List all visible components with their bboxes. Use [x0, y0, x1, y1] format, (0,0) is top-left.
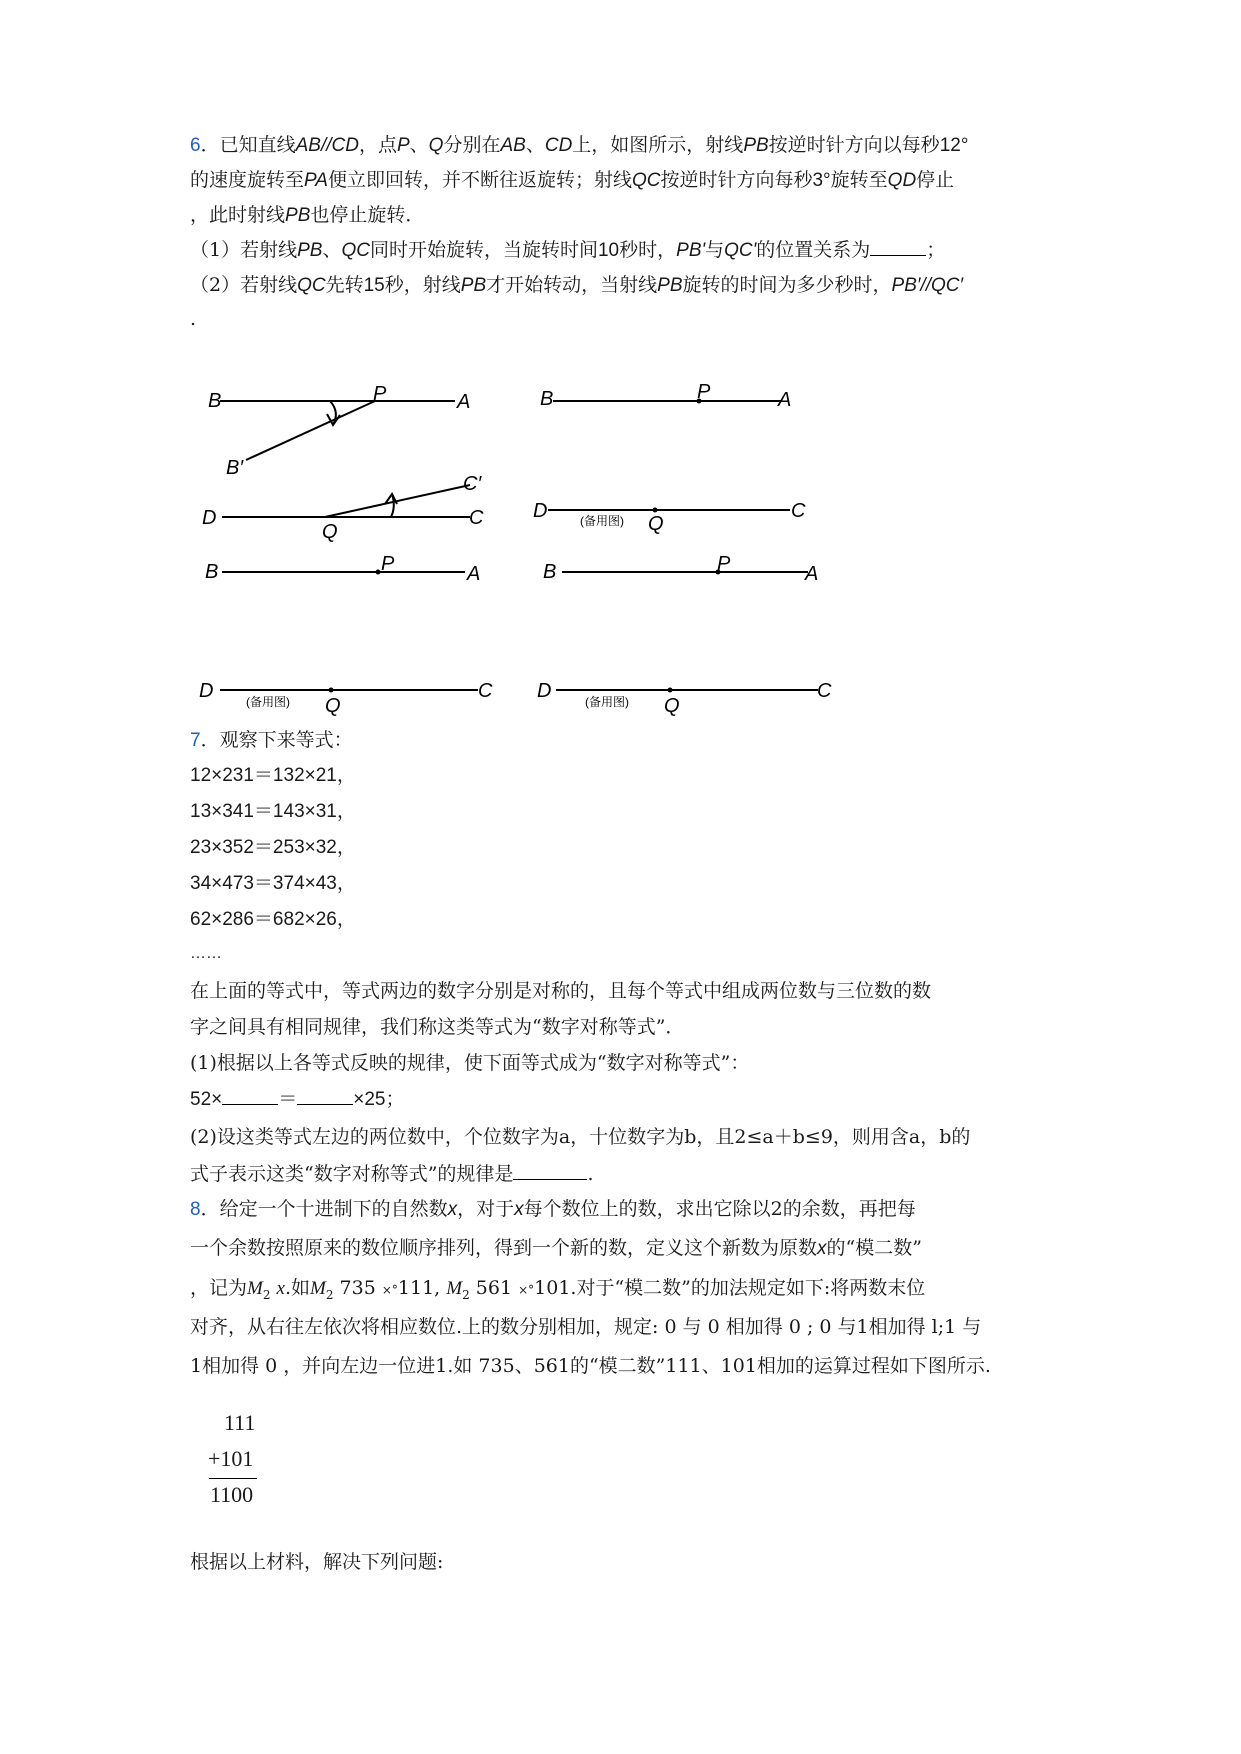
math: AB//CD	[295, 135, 359, 156]
math: QC	[631, 170, 661, 191]
text: 同时开始旋转，当旋转时间	[369, 239, 598, 261]
label-p: P	[717, 553, 731, 575]
math: 12°	[939, 135, 969, 156]
point-p	[376, 570, 381, 575]
q7-eq: 34×473＝374×43，	[190, 873, 356, 894]
text: 一个余数按照原来的数位顺序排列，得到一个新的数，定义这个新数为原数	[190, 1237, 818, 1259]
question-number: 6	[190, 135, 201, 156]
ray-pb-prime	[246, 401, 375, 460]
label-a: A	[467, 563, 481, 585]
answer-blank[interactable]	[297, 1086, 353, 1105]
text: 上，如图所示，射线	[572, 134, 744, 156]
point-q	[653, 508, 658, 513]
math: PB'	[676, 240, 706, 261]
math: 2	[462, 1287, 470, 1302]
q6-sub-1	[190, 236, 945, 265]
text: 的余数，再把每	[782, 1198, 916, 1220]
math: PB	[657, 275, 683, 296]
calc-row: +101	[208, 1446, 254, 1471]
calc-divider	[209, 1478, 257, 1479]
label-d: D	[202, 507, 217, 529]
label-a: A	[805, 563, 819, 585]
math: 2	[325, 1287, 334, 1302]
q6-line-3	[190, 201, 424, 230]
q8-line-3: ，记为$M_2$ x.如$M_2$ 735 ×°111, $M_2$ 561 ×°101.对于“模二数”的加法规定如下:将两数末位	[190, 1277, 926, 1302]
label-p: P	[373, 383, 387, 405]
q6-line-1	[190, 131, 968, 160]
label-p: P	[697, 381, 711, 403]
text: 也停止旋转．	[310, 204, 425, 226]
text: 的位置关系为	[756, 239, 871, 261]
q8-line-1	[190, 1195, 916, 1224]
text: 52×	[190, 1089, 223, 1110]
text: .如	[284, 1277, 311, 1299]
label-d: D	[533, 500, 548, 522]
q7-para: 在上面的等式中，等式两边的数字分别是对称的，且每个等式中组成两位数与三位数的数	[190, 980, 932, 1002]
math: 2	[262, 1287, 271, 1302]
question-number: 8	[190, 1199, 201, 1220]
spare-figure-note: (备用图)	[585, 695, 629, 709]
text: 与	[705, 239, 725, 261]
label-b: B	[540, 388, 554, 410]
q8-line-5: 1相加得 0 ，并向左边一位进1.如 735、561的“模二数”111、101相加的运算过程如下图所示.	[190, 1355, 991, 1377]
text: 才开始转动，当射线	[486, 274, 658, 296]
q7-eq: 62×286＝682×26，	[190, 909, 356, 930]
q7-part-2: (2)设这类等式左边的两位数中，个位数字为a，十位数字为b，且2≤a＋b≤9，则用含a，b的	[190, 1126, 971, 1148]
q7-eq: 23×352＝253×32，	[190, 837, 356, 858]
math: 101	[534, 1277, 571, 1299]
q7-part-1: (1)根据以上各等式反映的规律，使下面等式成为“数字对称等式”：	[190, 1052, 750, 1074]
label-b-prime: B′	[226, 457, 244, 479]
point-q	[668, 688, 673, 693]
label-d: D	[537, 680, 552, 702]
q7-part-2b	[190, 1160, 593, 1188]
text: 、	[409, 134, 429, 156]
label-q: Q	[664, 695, 680, 717]
math: x	[514, 1199, 524, 1220]
q6-line-2	[190, 166, 954, 195]
math: P	[396, 135, 410, 156]
q7-ellipsis: ……	[190, 945, 222, 962]
math: AB	[500, 135, 526, 156]
q7-eq: 13×341＝143×31，	[190, 801, 356, 822]
label-a: A	[778, 389, 792, 411]
label-c: C	[817, 680, 832, 702]
math: M	[446, 1278, 463, 1299]
text: ．已知直线	[200, 134, 296, 156]
text: 旋转至	[830, 169, 888, 191]
text: ＝	[278, 1089, 298, 1110]
q6-line-end	[190, 305, 196, 333]
math: 10	[597, 240, 620, 261]
text: 秒时，	[619, 239, 677, 261]
label-c-prime: C′	[463, 473, 482, 495]
spare-figure-note: (备用图)	[580, 514, 624, 528]
spare-figure-note: (备用图)	[246, 695, 290, 709]
math: PB	[460, 275, 487, 296]
math: 111,	[397, 1277, 441, 1299]
math: QC	[297, 275, 326, 296]
label-a: A	[457, 391, 471, 413]
text: 按逆时针方向每秒	[660, 169, 813, 191]
text: 秒，射线	[384, 274, 461, 296]
label-b: B	[205, 561, 219, 583]
text: .对于“模二数”的加法规定如下:将两数末位	[570, 1277, 926, 1299]
text: （2）若射线	[190, 274, 298, 296]
math: 2	[770, 1198, 783, 1220]
label-q: Q	[322, 521, 338, 543]
q7-title	[190, 726, 353, 755]
text: .	[587, 1163, 594, 1185]
math: 561	[475, 1277, 513, 1299]
math: x	[447, 1199, 458, 1220]
answer-blank[interactable]	[222, 1086, 278, 1105]
q8-line-4: 对齐，从右往左依次将相应数位.上的数分别相加，规定: 0 与 0 相加得 0 ; 0 与1相加得 l;1 与	[190, 1316, 982, 1338]
math: QC	[341, 240, 370, 261]
text: ，对于	[457, 1198, 515, 1220]
question-number: 7	[190, 730, 201, 751]
label-q: Q	[325, 695, 341, 717]
text: ，点	[358, 134, 397, 156]
text: 、	[322, 239, 342, 261]
text: ，此时射线	[190, 204, 286, 226]
text: 分别在	[443, 134, 501, 156]
label-q: Q	[648, 513, 664, 535]
math: M	[310, 1278, 326, 1299]
q7-para: 字之间具有相同规律，我们称这类等式为“数字对称等式”．	[190, 1016, 685, 1038]
text: （1）若射线	[190, 239, 298, 261]
point-q	[329, 688, 334, 693]
label-b: B	[543, 561, 557, 583]
text: 的速度旋转至	[190, 169, 305, 191]
text: .	[190, 308, 197, 330]
text: ．观察下来等式：	[200, 729, 353, 751]
math: 735	[339, 1277, 376, 1299]
text: 旋转的时间为多少秒时，	[682, 274, 892, 296]
geometry-figures	[0, 330, 1241, 720]
math: CD	[544, 135, 573, 156]
answer-blank[interactable]	[513, 1161, 587, 1180]
math: 15	[363, 275, 385, 296]
label-d: D	[199, 680, 214, 702]
calc-row: 1100	[210, 1482, 254, 1507]
calc-row: 111	[224, 1410, 256, 1435]
text: 式子表示这类“数字对称等式”的规律是	[190, 1163, 514, 1185]
math: Q	[428, 135, 444, 156]
q8-end: 根据以上材料，解决下列问题:	[190, 1551, 444, 1573]
q7-eq: 12×231＝132×21，	[190, 765, 356, 786]
math: PB	[743, 135, 769, 156]
q7-fill	[190, 1086, 404, 1114]
text: 的“模二数”	[826, 1237, 922, 1259]
math: PB	[285, 205, 311, 226]
label-c: C	[469, 507, 484, 529]
text: ×25；	[353, 1089, 405, 1110]
label-p: P	[381, 553, 395, 575]
math: PB′//QC′	[891, 275, 964, 296]
text: ，记为	[190, 1277, 248, 1299]
math: PB	[297, 240, 323, 261]
text: 停止	[916, 169, 955, 191]
label-b: B	[208, 390, 222, 412]
q6-sub-2	[190, 271, 963, 300]
math: M	[247, 1278, 263, 1299]
text: 、	[525, 134, 545, 156]
text: ．给定一个十进制下的自然数	[200, 1198, 448, 1220]
math: 3°	[812, 170, 831, 191]
text: 便立即回转，并不断往返旋转；射线	[327, 169, 632, 191]
text: ；	[926, 239, 946, 261]
text: 每个数位上的数，求出它除以	[523, 1198, 771, 1220]
math: x	[817, 1238, 827, 1259]
text: 按逆时针方向以每秒	[768, 134, 940, 156]
label-c: C	[478, 680, 493, 702]
q8-line-2	[190, 1234, 922, 1263]
ray-qc-prime	[325, 485, 470, 517]
math: x	[276, 1278, 285, 1299]
math: QC'	[724, 240, 757, 261]
math: QD	[887, 170, 917, 191]
math: PA	[304, 170, 328, 191]
text: 先转	[325, 274, 364, 296]
label-c: C	[791, 500, 806, 522]
answer-blank[interactable]	[870, 237, 926, 256]
